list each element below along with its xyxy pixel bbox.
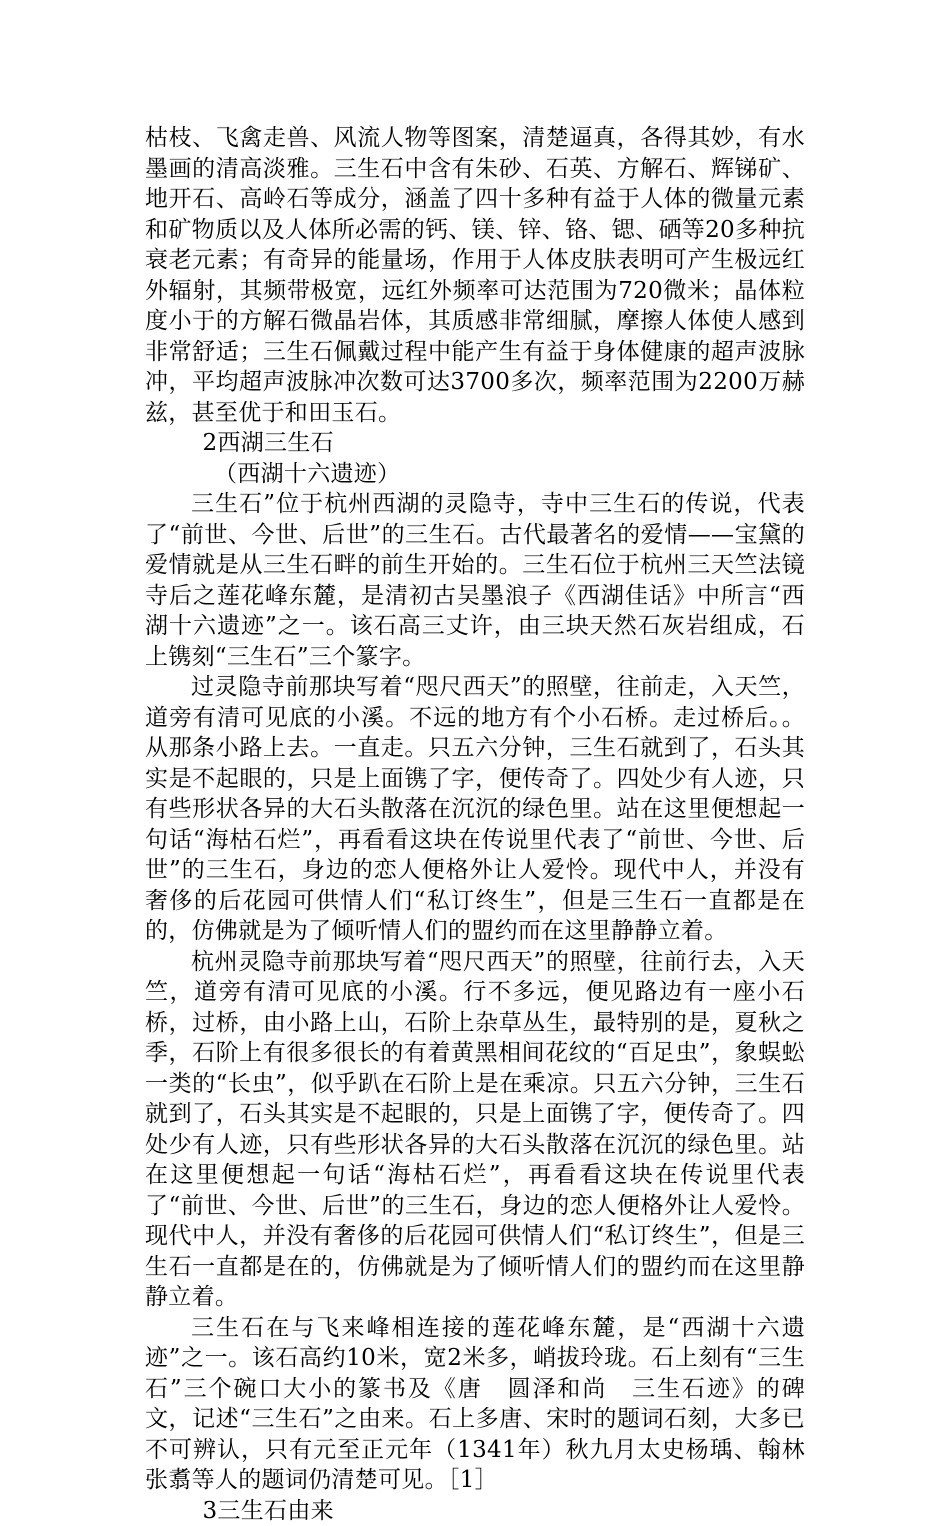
paragraph-hangzhou-lingyin: 杭州灵隐寺前那块写着“咫尺西天”的照壁，往前行去，入天竺，道旁有清可见底的小溪。行不多远，便见路边有一座小石桥，过桥，由小路上山，石阶上杂草丛生，最特别的是，夏秋之季，石阶上有很多很长的有着黄黑相间花纹的“百足虫”，象蜈蚣一类的“长虫”，似乎趴在石阶上是在乘凉。只五六分钟，三生石就到了，石头其实是不起眼的，只是上面镌了字，便传奇了。四处少有人迹，只有些形状各异的大石头散落在沉沉的绿色里。站在这里便想起一句话“海枯石烂”，再看看这块在传说里代表了“前世、今世、后世”的三生石，身边的恋人便格外让人爱怜。现代中人，并没有奢侈的后花园可供情人们“私订终生”，但是三生石一直都是在的，仿佛就是为了倾听情人们的盟约而在这里静静立着。 [145,947,805,1313]
section-heading-west-lake-stone: 2西湖三生石 [145,428,805,459]
paragraph-stone-properties: 枯枝、飞禽走兽、风流人物等图案，清楚逼真，各得其妙，有水墨画的清高淡雅。三生石中含有朱砂、石英、方解石、辉锑矿、地开石、高岭石等成分，涵盖了四十多种有益于人体的微量元素和矿物质以及人体所必需的钙、镁、锌、铬、锶、硒等20多种抗衰老元素；有奇异的能量场，作用于人体皮肤表明可产生极远红外辐射，其频带极宽，远红外频率可达范围为720微米；晶体粒度小于的方解石微晶岩体，其质感非常细腻，摩擦人体使人感到非常舒适；三生石佩戴过程中能产生有益于身体健康的超声波脉冲，平均超声波脉冲次数可达3700多次，频率范围为2200万赫兹，甚至优于和田玉石。 [145,123,805,428]
section-subheading: （西湖十六遗迹） [145,459,805,490]
section-heading-origin: 3三生石由来 [145,1496,805,1526]
paragraph-walk-to-stone: 过灵隐寺前那块写着“咫尺西天”的照壁，往前走，入天竺，道旁有清可见底的小溪。不远的地方有个小石桥。走过桥后。。从那条小路上去。一直走。只五六分钟，三生石就到了，石头其实是不起眼的，只是上面镌了字，便传奇了。四处少有人迹，只有些形状各异的大石头散落在沉沉的绿色里。站在这里便想起一句话“海枯石烂”，再看看这块在传说里代表了“前世、今世、后世”的三生石，身边的恋人便格外让人爱怜。现代中人，并没有奢侈的后花园可供情人们“私订终生”，但是三生石一直都是在的，仿佛就是为了倾听情人们的盟约而在这里静静立着。 [145,672,805,947]
paragraph-lingyin-temple: 三生石”位于杭州西湖的灵隐寺，寺中三生石的传说，代表了“前世、今世、后世”的三生石。古代最著名的爱情——宝黛的爱情就是从三生石畔的前生开始的。三生石位于杭州三天竺法镜寺后之莲花峰东麓，是清初古吴墨浪子《西湖佳话》中所言“西湖十六遗迹”之一。该石高三丈许，由三块天然石灰岩组成，石上镌刻“三生石”三个篆字。 [145,489,805,672]
paragraph-lotus-peak: 三生石在与飞来峰相连接的莲花峰东麓，是“西湖十六遗迹”之一。该石高约10米，宽2米多，峭拔玲珑。石上刻有“三生石”三个碗口大小的篆书及《唐 圆泽和尚 三生石迹》的碑文，记述“三生石”之由来。石上多唐、宋时的题词石刻，大多已不可辨认，只有元至正元年（1341年）秋九月太史杨瑀、翰林张翥等人的题词仍清楚可见。［1］ [145,1313,805,1496]
document-page [145,123,805,1526]
